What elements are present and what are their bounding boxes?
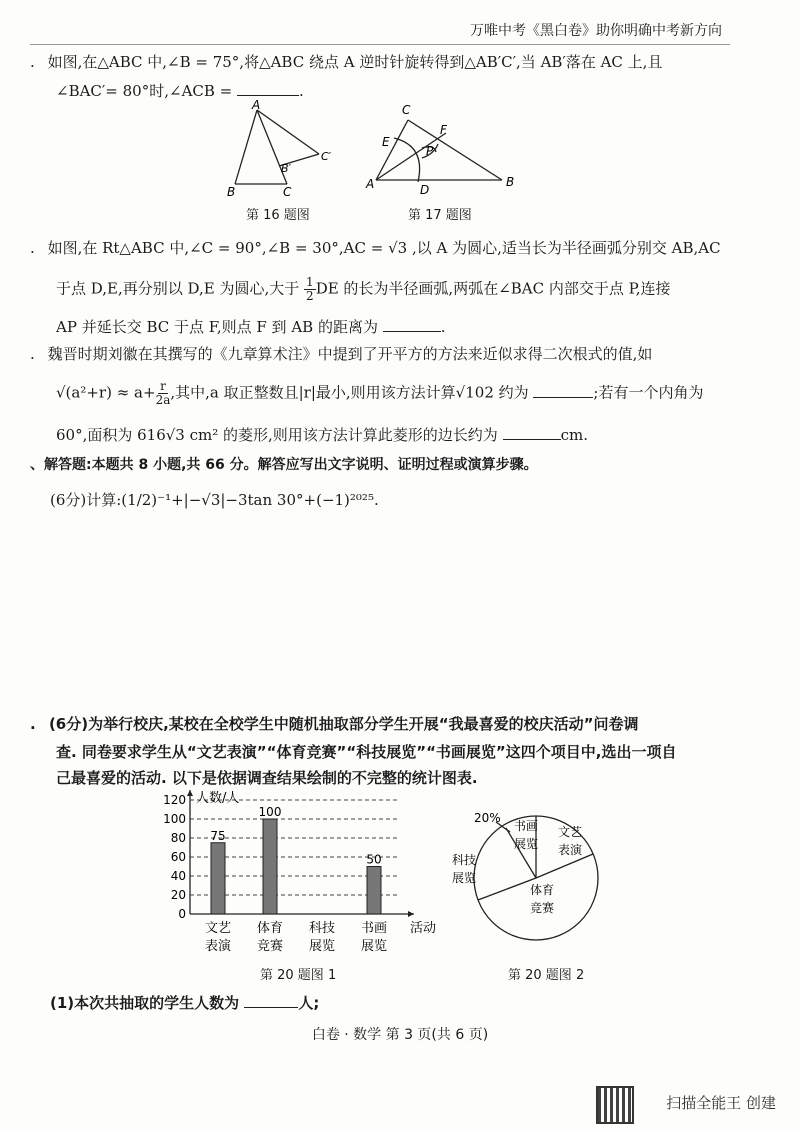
y-tick-label-100: 100 (163, 812, 186, 826)
q20-bar-chart (150, 786, 450, 962)
q20-line2: 查. 同卷要求学生从“文艺表演”“体育竞赛”“科技展览”“书画展览”这四个项目中,选出一项自 (56, 743, 677, 761)
q17-label-C: C (402, 103, 411, 117)
q17-line2: 于点 D,E,再分别以 D,E 为圆心,大于 $\frac{1}{2}$ DE 的长为半径画弧,两弧在∠BAC 内部交于点 P,连接 (56, 275, 671, 303)
q17-figure-caption: 第 17 题图 (408, 208, 472, 223)
qr-code-icon (596, 1086, 634, 1124)
q16-label-B1: B′ (281, 162, 292, 175)
q16-label-C1: C′ (321, 150, 332, 163)
q16-text-2: ∠BAC′= 80°时,∠ACB = (56, 82, 233, 100)
q17-answer-blank[interactable] (383, 316, 441, 332)
q16-text-1: 如图,在△ABC 中,∠B = 75°,将△ABC 绕点 A 逆时针旋转得到△AB′C′,当 AB′落在 AC 上,且 (47, 53, 663, 71)
bar-value-label-3: 50 (366, 852, 382, 867)
x-tick-label-2-1: 展览 (308, 939, 336, 954)
page-footer: 白卷 · 数学 第 3 页(共 6 页) (311, 1027, 489, 1043)
q18-answer-blank-1[interactable] (533, 382, 593, 398)
y-tick-label-40: 40 (170, 869, 186, 883)
pie-divider-left (478, 878, 536, 900)
q17-text-1: 如图,在 Rt△ABC 中,∠C = 90°,∠B = 30°,AC = √3 ,以 A 为圆心,适当长为半径画弧分别交 AB,AC (47, 239, 721, 257)
pie-label-shuhua-1: 书画 (514, 819, 539, 833)
pie-pct-label: 20% (474, 811, 501, 825)
x-tick-label-3-0: 书画 (360, 921, 388, 936)
pie-label-wenyi-1: 文艺 (558, 825, 583, 839)
y-axis-arrow (187, 790, 193, 796)
bar-1 (263, 819, 277, 914)
q16-figure (215, 98, 355, 204)
q20-figure2-caption: 第 20 题图 2 (508, 968, 585, 983)
q17-label-D: D (420, 183, 430, 197)
q16-label-C: C (283, 185, 292, 199)
bar-value-label-1: 100 (258, 805, 282, 819)
q18-text-1: 魏晋时期刘徽在其撰写的《九章算术注》中提到了开平方的方法来近似求得二次根式的值,如 (47, 345, 653, 363)
q16-answer-blank[interactable] (237, 80, 299, 96)
q20-pie-chart (450, 796, 620, 956)
x-axis-label: 活动 (410, 921, 437, 936)
q17-figure (356, 98, 526, 204)
pie-label-wenyi-2: 表演 (558, 843, 583, 857)
q18-line2: √(a²+r) ≈ a+ $\frac{r}{2a}$ ,其中,a 取正整数且|r|最小,则用该方法计算√102 约为 ;若有一个内角为 (56, 379, 704, 407)
q20-line3: 己最喜爱的活动. 以下是依据调查结果绘制的不完整的统计图表. (56, 769, 478, 787)
q16-label-B: B (227, 185, 236, 199)
q17-label-B: B (506, 175, 515, 189)
q17-label-P: P (426, 144, 434, 158)
q20-answer-blank[interactable] (244, 992, 298, 1008)
scanner-watermark: 扫描全能王 创建 (666, 1094, 776, 1112)
x-tick-label-0-1: 表演 (204, 939, 232, 954)
x-tick-label-3-1: 展览 (360, 939, 388, 954)
q18-answer-blank-2[interactable] (503, 424, 561, 440)
pie-divider-shuhua (506, 828, 539, 878)
pie-divider-right (536, 854, 593, 878)
header-brand: 万唯中考《黑白卷》助你明确中考新方向 (470, 23, 722, 39)
x-tick-label-2-0: 科技 (308, 921, 336, 936)
x-tick-label-1-1: 竞赛 (256, 939, 284, 954)
q16-figure-caption: 第 16 题图 (246, 208, 310, 223)
bar-0 (211, 843, 225, 914)
q17-fraction: $\frac{1}{2}$ (306, 275, 314, 303)
q19-text: (6分)计算:(1/2)⁻¹+|−√3|−3tan 30°+(−1)²⁰²⁵. (50, 491, 379, 509)
q16-line1 (30, 52, 662, 72)
q20-sub1: (1)本次共抽取的学生人数为 人; (50, 994, 320, 1012)
q20-line1: . (6分)为举行校庆,某校在全校学生中随机抽取部分学生开展“我最喜爱的校庆活动”问卷调 (30, 715, 639, 733)
pie-label-shuhua-2: 展览 (514, 837, 539, 851)
y-tick-label-0: 0 (178, 907, 186, 921)
x-tick-label-1-0: 体育 (256, 921, 284, 936)
section3-heading: 、解答题:本题共 8 小题,共 66 分。解答应写出文字说明、证明过程或演算步骤。 (30, 457, 538, 473)
pie-label-tiyu-2: 竞赛 (530, 901, 555, 915)
y-axis-label: 人数/人 (196, 791, 240, 806)
q17-line1: . 如图,在 Rt△ABC 中,∠C = 90°,∠B = 30°,AC = √3 ,以 A 为圆心,适当长为半径画弧分别交 AB,AC (30, 239, 721, 257)
bar-value-label-0: 75 (210, 828, 226, 843)
y-tick-label-80: 80 (170, 831, 186, 845)
x-axis-arrow (408, 911, 414, 917)
pie-label-keji-2: 展览 (452, 871, 477, 885)
q16-line2: ∠BAC′= 80°时,∠ACB = . (56, 82, 304, 100)
q18-fraction: $\frac{r}{2a}$ (155, 379, 171, 407)
q16-label-A: A (252, 98, 261, 112)
pie-label-keji-1: 科技 (452, 853, 477, 867)
q16-marker: . (30, 53, 35, 71)
q17-label-E: E (382, 135, 390, 149)
x-tick-label-0-0: 文艺 (204, 921, 232, 936)
y-tick-label-20: 20 (170, 888, 186, 902)
y-tick-label-60: 60 (170, 850, 186, 864)
pie-label-tiyu-1: 体育 (530, 883, 555, 897)
q18-line1: . 魏晋时期刘徽在其撰写的《九章算术注》中提到了开平方的方法来近似求得二次根式的值,如 (30, 345, 653, 363)
q17-label-F: F (440, 123, 447, 137)
bar-3 (367, 867, 381, 915)
header-rule (30, 44, 730, 45)
y-tick-label-120: 120 (163, 793, 186, 807)
q20-figure1-caption: 第 20 题图 1 (260, 968, 337, 983)
q17-line3: AP 并延长交 BC 于点 F,则点 F 到 AB 的距离为 . (56, 318, 446, 336)
q17-label-A: A (366, 177, 375, 191)
q18-line3: 60°,面积为 616√3 cm² 的菱形,则用该方法计算此菱形的边长约为 cm. (56, 426, 588, 444)
